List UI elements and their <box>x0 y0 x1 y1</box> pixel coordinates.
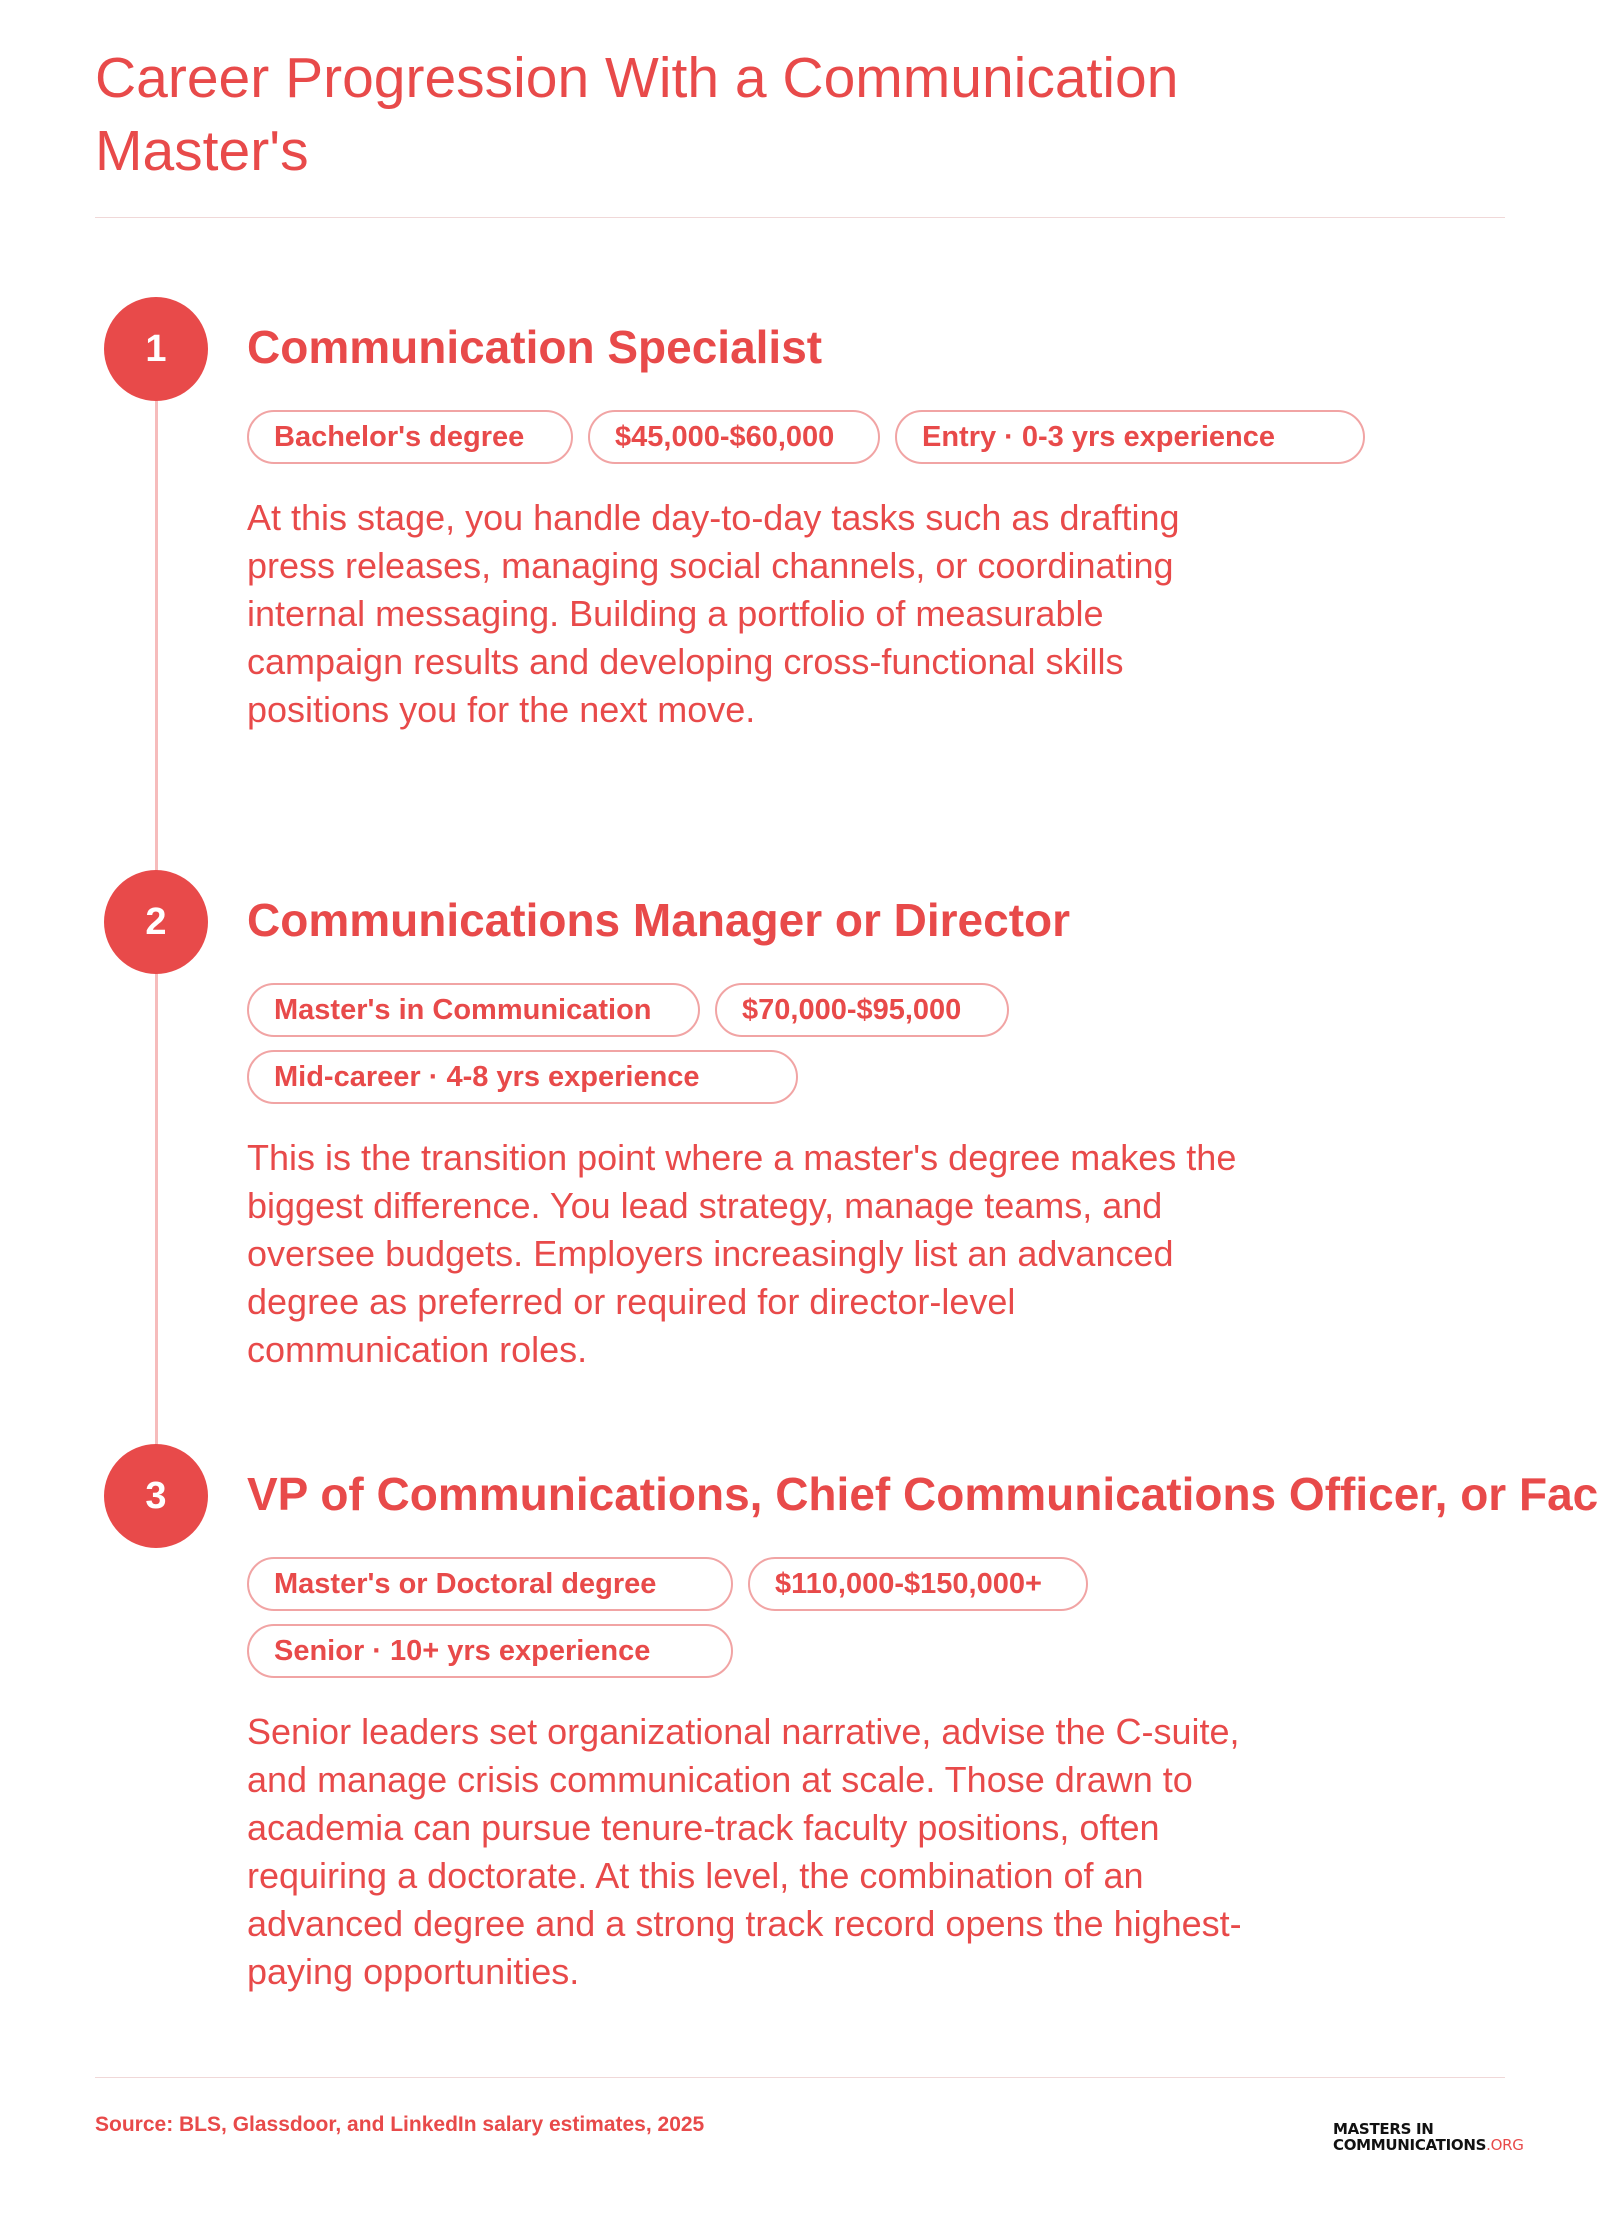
brand-logo <box>1333 2121 1524 2153</box>
tag-salary: $45,000-$60,000 <box>588 410 880 464</box>
logo-line-2: COMMUNICATIONS <box>1333 2136 1487 2154</box>
step-title: Communication Specialist <box>247 321 823 373</box>
step-number-badge: 1 <box>104 297 208 401</box>
header-divider <box>95 217 1505 218</box>
tag-salary: $70,000-$95,000 <box>715 983 1009 1037</box>
footer-divider <box>95 2077 1505 2078</box>
tag-experience: Senior · 10+ yrs experience <box>247 1624 733 1678</box>
step-title: VP of Communications, Chief Communications Officer, or Fac <box>247 1468 1599 1520</box>
tag-salary: $110,000-$150,000+ <box>748 1557 1088 1611</box>
step-title: Communications Manager or Director <box>247 894 1071 946</box>
step-number-badge: 2 <box>104 870 208 974</box>
logo-suffix: .ORG <box>1486 2136 1524 2154</box>
step-description: This is the transition point where a master's degree makes the biggest difference. You lead strategy, manage teams, and oversee budgets. Employers increasingly list an advanced degree as preferred or required for director-level communication roles. <box>247 1137 1237 1370</box>
tag-experience: Mid-career · 4-8 yrs experience <box>247 1050 798 1104</box>
step-description: At this stage, you handle day-to-day tasks such as drafting press releases, managing social channels, or coordinating internal messaging. Building a portfolio of measurable campaign results and developing cross-functional skills positions you for the next move. <box>247 497 1180 730</box>
tag-degree: Master's in Communication <box>247 983 700 1037</box>
source-note: Source: BLS, Glassdoor, and LinkedIn salary estimates, 2025 <box>95 2113 705 2136</box>
logo-line-1: MASTERS IN <box>1333 2120 1434 2138</box>
tag-experience: Entry · 0-3 yrs experience <box>895 410 1365 464</box>
step-description: Senior leaders set organizational narrative, advise the C-suite, and manage crisis communication at scale. Those drawn to academia can pursue tenure-track faculty positions, often requiring a doctorate. At this level, the combination of an advanced degree and a strong track record opens the highest-paying opportunities. <box>247 1711 1242 1992</box>
tag-degree: Master's or Doctoral degree <box>247 1557 733 1611</box>
page-title: Career Progression With a Communication Master's <box>95 46 1179 183</box>
tag-degree: Bachelor's degree <box>247 410 573 464</box>
step-number-badge: 3 <box>104 1444 208 1548</box>
